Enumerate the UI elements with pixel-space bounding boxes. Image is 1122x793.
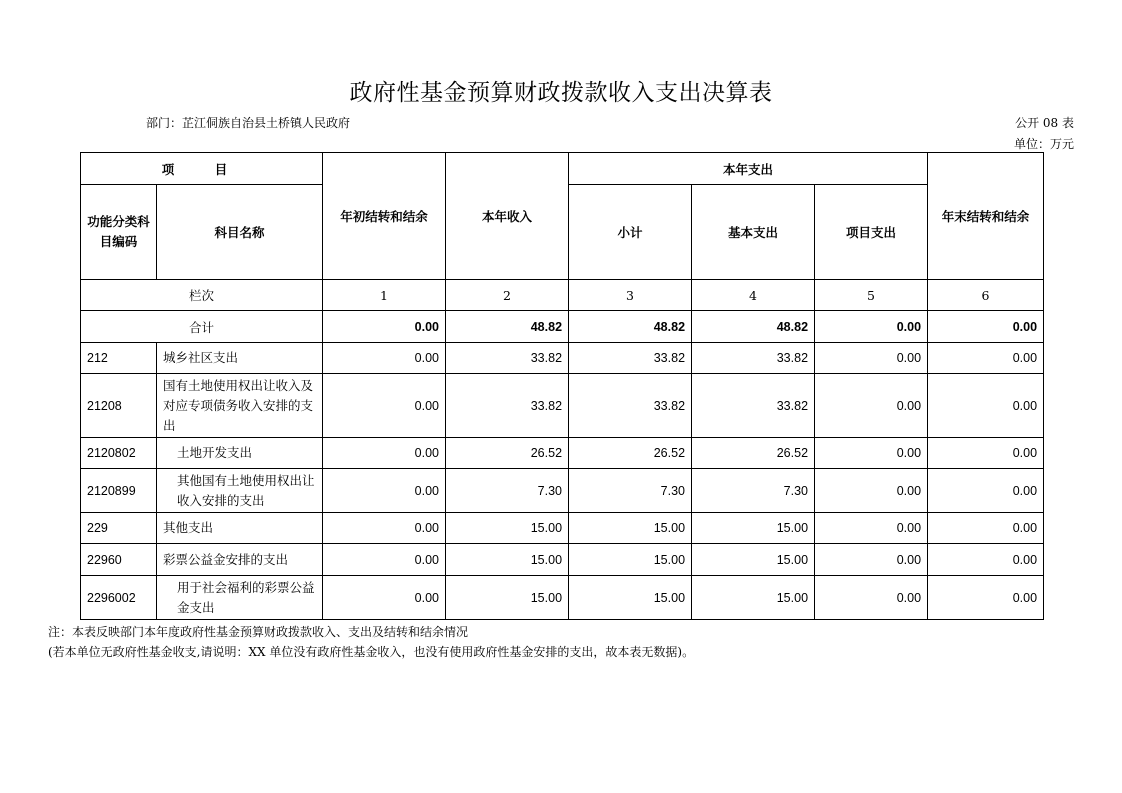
- row-value: 0.00: [928, 576, 1044, 620]
- row-value: 7.30: [569, 469, 692, 513]
- row-value: 0.00: [815, 343, 928, 374]
- row-value: 33.82: [446, 374, 569, 438]
- total-value: 48.82: [692, 311, 815, 343]
- row-value: 33.82: [692, 374, 815, 438]
- table-row: [81, 343, 1044, 374]
- row-value: 0.00: [323, 343, 446, 374]
- row-value: 15.00: [446, 544, 569, 576]
- row-value: 0.00: [323, 438, 446, 469]
- row-value: 0.00: [815, 544, 928, 576]
- index-cell: 3: [569, 280, 692, 311]
- row-value: 33.82: [692, 343, 815, 374]
- row-code: 2120802: [81, 438, 157, 469]
- table-row: [81, 469, 1044, 513]
- row-value: 15.00: [692, 544, 815, 576]
- row-code: 212: [81, 343, 157, 374]
- page-title: 政府性基金预算财政拨款收入支出决算表: [349, 80, 773, 106]
- row-value: 15.00: [446, 513, 569, 544]
- row-name: 国有土地使用权出让收入及对应专项债务收入安排的支出: [157, 374, 323, 438]
- row-value: 33.82: [446, 343, 569, 374]
- header-subtotal: 小计: [569, 185, 692, 280]
- header-opening-balance: 年初结转和结余: [323, 153, 446, 280]
- row-value: 0.00: [815, 469, 928, 513]
- row-value: 0.00: [928, 343, 1044, 374]
- row-value: 0.00: [928, 544, 1044, 576]
- row-name: 彩票公益金安排的支出: [157, 544, 323, 576]
- row-code: 229: [81, 513, 157, 544]
- row-value: 7.30: [692, 469, 815, 513]
- total-value: 0.00: [928, 311, 1044, 343]
- row-value: 26.52: [569, 438, 692, 469]
- header-income: 本年收入: [446, 153, 569, 280]
- index-cell: 2: [446, 280, 569, 311]
- header-expenditure: 本年支出: [569, 153, 928, 185]
- footnote: 注：本表反映部门本年度政府性基金预算财政拨款收入、支出及结转和结余情况: [48, 625, 469, 639]
- index-cell: 5: [815, 280, 928, 311]
- row-value: 0.00: [928, 469, 1044, 513]
- row-code: 21208: [81, 374, 157, 438]
- row-name: 城乡社区支出: [157, 343, 323, 374]
- row-value: 26.52: [446, 438, 569, 469]
- row-value: 0.00: [323, 513, 446, 544]
- index-label: 栏次: [81, 280, 323, 311]
- header-row-1: [81, 153, 1044, 185]
- total-label: 合计: [81, 311, 323, 343]
- row-value: 0.00: [323, 469, 446, 513]
- table-row: [81, 513, 1044, 544]
- table-row: [81, 544, 1044, 576]
- total-row: [81, 311, 1044, 343]
- table-row: [81, 438, 1044, 469]
- total-value: 48.82: [446, 311, 569, 343]
- index-cell: 6: [928, 280, 1044, 311]
- header-basic: 基本支出: [692, 185, 815, 280]
- row-value: 26.52: [692, 438, 815, 469]
- row-value: 15.00: [692, 576, 815, 620]
- row-value: 0.00: [815, 374, 928, 438]
- total-value: 0.00: [815, 311, 928, 343]
- row-value: 33.82: [569, 343, 692, 374]
- row-value: 15.00: [569, 513, 692, 544]
- total-value: 48.82: [569, 311, 692, 343]
- row-name: 其他国有土地使用权出让收入安排的支出: [157, 469, 323, 513]
- row-value: 0.00: [928, 438, 1044, 469]
- row-code: 2120899: [81, 469, 157, 513]
- fund-table: [80, 152, 1044, 620]
- index-row: [81, 280, 1044, 311]
- row-value: 0.00: [323, 576, 446, 620]
- row-value: 0.00: [928, 374, 1044, 438]
- header-closing-balance: 年末结转和结余: [928, 153, 1044, 280]
- header-project: 项 目: [81, 153, 323, 185]
- row-code: 22960: [81, 544, 157, 576]
- unit-label: 单位：万元: [1013, 137, 1074, 151]
- row-name: 土地开发支出: [157, 438, 323, 469]
- row-value: 0.00: [815, 438, 928, 469]
- total-value: 0.00: [323, 311, 446, 343]
- row-value: 0.00: [815, 513, 928, 544]
- row-code: 2296002: [81, 576, 157, 620]
- index-cell: 1: [323, 280, 446, 311]
- index-cell: 4: [692, 280, 815, 311]
- row-value: 0.00: [815, 576, 928, 620]
- row-value: 15.00: [446, 576, 569, 620]
- footnote: (若本单位无政府性基金收支,请说明：XX 单位没有政府性基金收入，也没有使用政府性基金安排的支出，故本表无数据)。: [48, 645, 695, 659]
- row-value: 0.00: [323, 374, 446, 438]
- table-code-label: 公开 08 表: [1015, 116, 1074, 130]
- row-value: 15.00: [692, 513, 815, 544]
- row-value: 0.00: [323, 544, 446, 576]
- table-row: [81, 576, 1044, 620]
- row-value: 0.00: [928, 513, 1044, 544]
- row-value: 7.30: [446, 469, 569, 513]
- header-project-exp: 项目支出: [815, 185, 928, 280]
- header-subject-name: 科目名称: [157, 185, 323, 280]
- row-value: 15.00: [569, 576, 692, 620]
- table-row: [81, 374, 1044, 438]
- row-value: 33.82: [569, 374, 692, 438]
- row-value: 15.00: [569, 544, 692, 576]
- department-label: 部门：芷江侗族自治县土桥镇人民政府: [146, 116, 351, 130]
- row-name: 用于社会福利的彩票公益金支出: [157, 576, 323, 620]
- row-name: 其他支出: [157, 513, 323, 544]
- header-func-code: 功能分类科目编码: [81, 185, 157, 280]
